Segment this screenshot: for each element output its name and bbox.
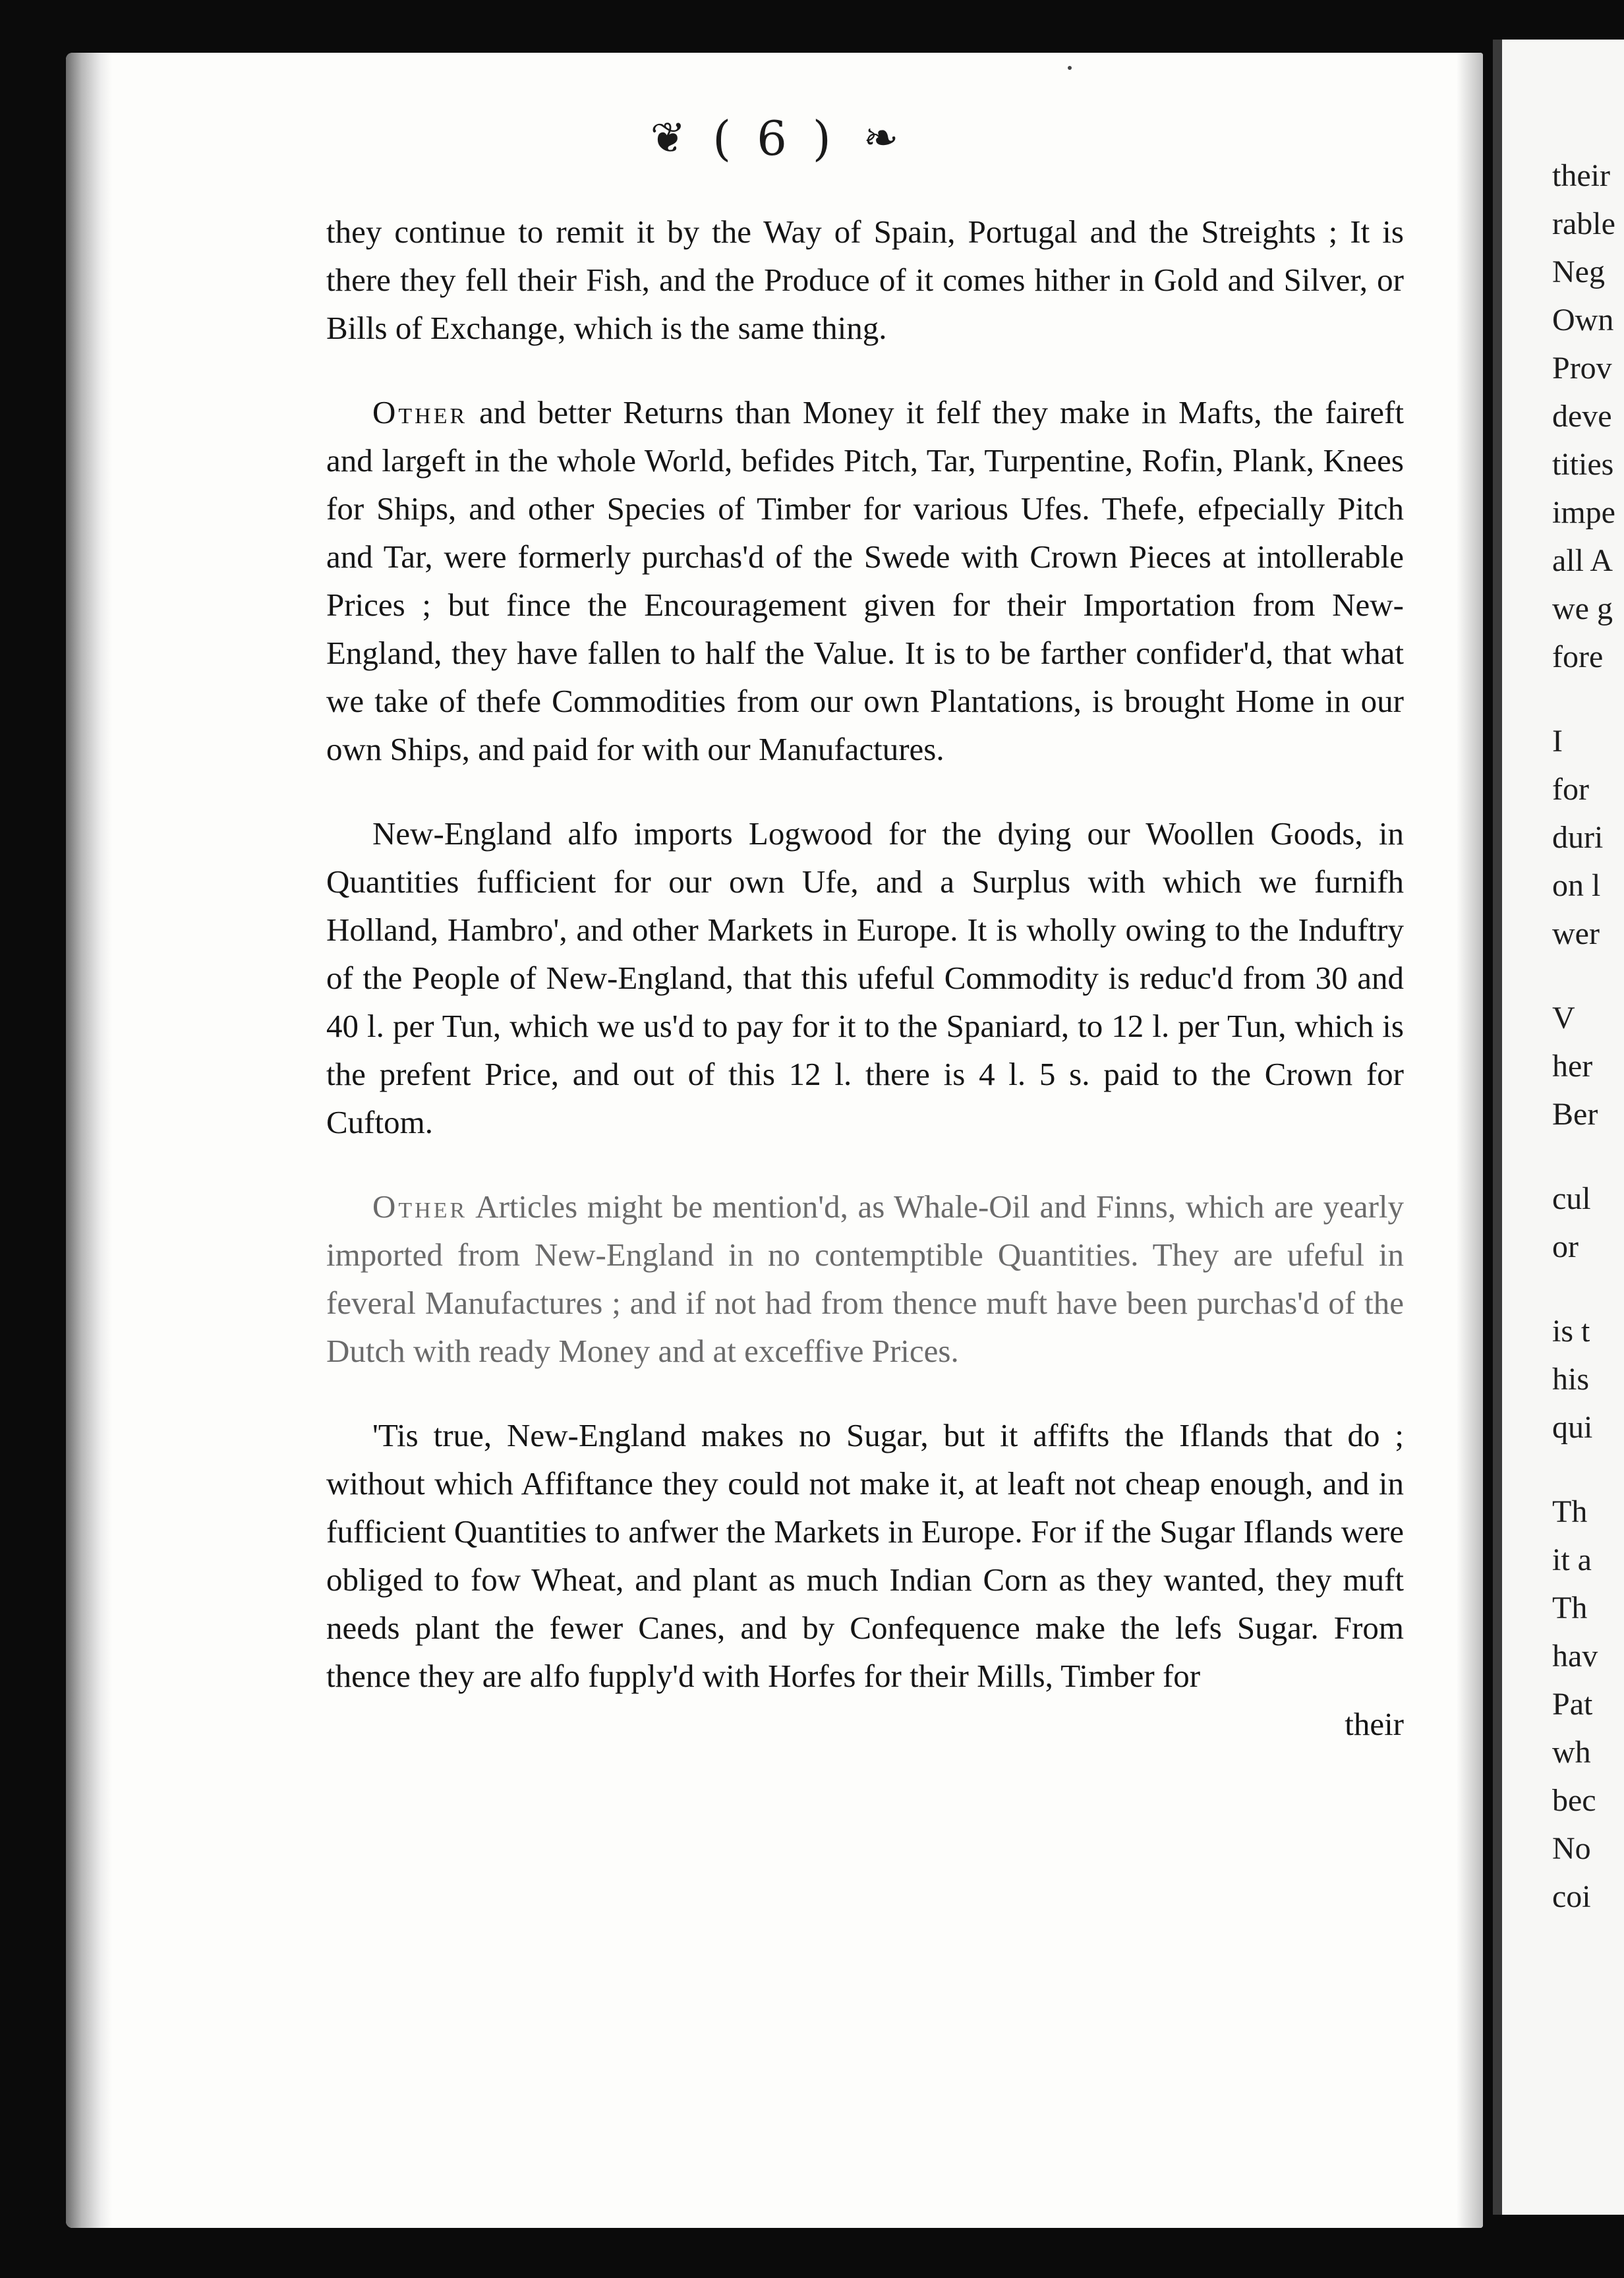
facing-line: for [1552,772,1589,807]
paragraph-4 [326,1183,1404,1375]
facing-line: or [1552,1229,1579,1264]
facing-line: on l [1552,868,1601,903]
paragraph-lead: Other [372,394,468,430]
paragraph-5 [326,1411,1404,1748]
paper-speck [1068,66,1072,70]
facing-line: Own [1552,303,1614,337]
page-gutter-shadow [66,53,112,2228]
paragraph-text: they continue to remit it by the Way of Spain, Portugal and the Streights ; It is there they fell their Fish, and the Produce of it comes hither in Gold and Silver, or Bills of Exchange, which is the same thing. [326,214,1404,346]
body-text [326,208,1404,1748]
facing-line: fore [1552,639,1604,674]
facing-page-text [1552,152,1615,1921]
facing-line: his [1552,1362,1590,1397]
paragraph-text: and better Returns than Money it felf they make in Mafts, the faireft and largeft in the whole World, befides Pitch, Tar, Turpentine, Rofin, Plank, Knees for Ships, and other Species of Timber for various Ufes. Thefe, efpecially Pitch and Tar, were formerly purchas'd of the Swede with Crown Pieces at intollerable Prices ; but fince the Encouragement given for their Importation from New-England, they have fallen to half the Value. It is to be farther confider'd, that what we take of thefe Commodities from our own Plantations, is brought Home in our own Ships, and paid for with our Manufactures. [326,394,1404,767]
facing-line: impe [1552,495,1615,530]
paragraph-lead: Other [372,1188,468,1225]
facing-line: Th [1552,1591,1588,1625]
facing-line-gap [1552,1138,1615,1175]
paragraph-3 [326,809,1404,1146]
facing-line: Ber [1552,1097,1598,1132]
facing-line: tities [1552,447,1614,482]
paragraph-text: New-England alfo imports Logwood for the dying our Woollen Goods, in Quantities fufficient for our own Ufe, and a Surplus with which we furnifh Holland, Hambro', and other Markets in Europe. It is wholly owing to the Induftry of the People of New-England, that this ufeful Commodity is reduc'd from 30 and 40 l. per Tun, which we us'd to pay for it to the Spaniard, to 12 l. per Tun, which is the prefent Price, and out of this 12 l. there is 4 l. 5 s. paid to the Crown for Cuftom. [326,815,1404,1140]
facing-line-gap [1552,681,1615,717]
facing-line: Prov [1552,351,1612,386]
page-header [66,111,1483,166]
facing-line: V [1552,1001,1575,1036]
facing-line: we g [1552,591,1613,626]
left-ornament-icon: ❦ [650,114,686,163]
facing-line: bec [1552,1783,1596,1818]
facing-line: wer [1552,916,1600,951]
facing-line: Th [1552,1494,1588,1529]
paragraph-2 [326,388,1404,773]
page-edge-shadow [1457,53,1483,2228]
facing-line: it a [1552,1542,1592,1577]
facing-line: qui [1552,1410,1593,1445]
facing-line: rable [1552,206,1615,241]
facing-line-gap [1552,958,1615,994]
facing-line-gap [1552,1271,1615,1307]
facing-line: hav [1552,1639,1598,1674]
right-ornament-icon: ❧ [863,114,899,163]
facing-line: Pat [1552,1687,1593,1722]
facing-line: her [1552,1049,1593,1084]
facing-page-edge [1493,40,1502,2215]
book-page [66,53,1483,2228]
facing-line: No [1552,1831,1591,1866]
paragraph-1 [326,208,1404,352]
facing-page [1493,40,1624,2215]
facing-line: wh [1552,1735,1591,1770]
facing-line: cul [1552,1181,1591,1216]
facing-line: coi [1552,1879,1591,1914]
catchword: their [1345,1706,1404,1742]
facing-line: I [1552,724,1563,759]
facing-line: all A [1552,543,1613,578]
facing-line: duri [1552,820,1604,855]
facing-line: Neg [1552,254,1605,289]
facing-line-gap [1552,1451,1615,1488]
page-number: ( 6 ) [712,111,836,166]
paragraph-text: Articles might be mention'd, as Whale-Oil and Finns, which are yearly imported from New-England in no contemptible Quantities. They are ufeful in feveral Manufactures ; and if not had from thence muft have been purchas'd of the Dutch with ready Money and at exceffive Prices. [326,1188,1404,1369]
facing-line: deve [1552,399,1612,434]
facing-line: is t [1552,1314,1590,1349]
paragraph-text: 'Tis true, New-England makes no Sugar, but it affifts the Iflands that do ; without which Affiftance they could not make it, at leaft not cheap enough, and in fufficient Quantities to anfwer the Markets in Europe. For if the Sugar Iflands were obliged to fow Wheat, and plant as much Indian Corn as they wanted, they muft needs plant the fewer Canes, and by Confequence make the lefs Sugar. From thence they are alfo fupply'd with Horfes for their Mills, Timber for [326,1417,1404,1694]
facing-line: their [1552,158,1610,193]
